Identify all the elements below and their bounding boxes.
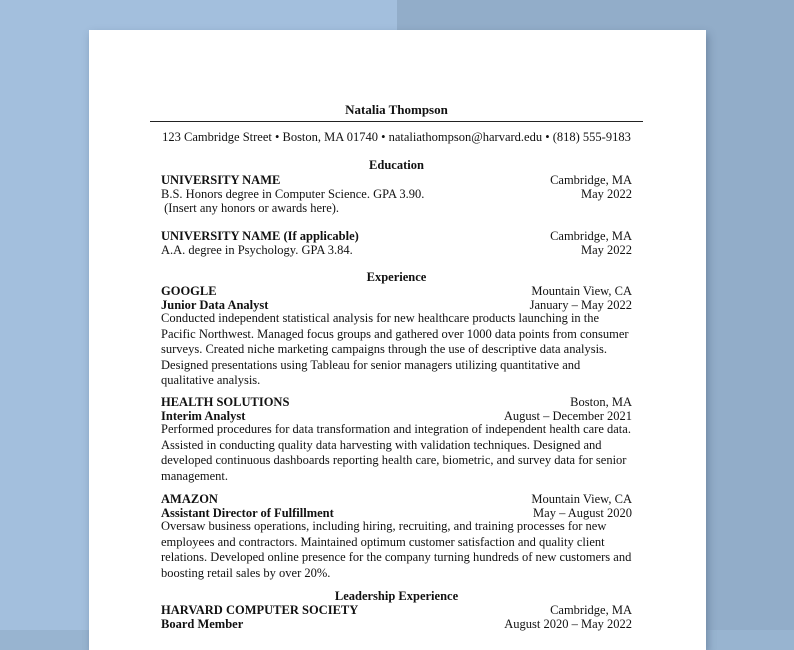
job-1-dates: January – May 2022 [529, 298, 632, 312]
job-3-title: Assistant Director of Fulfillment [161, 506, 334, 520]
school-1-note-row [161, 201, 632, 215]
job-3-company: AMAZON [161, 492, 218, 506]
job-3-dates: May – August 2020 [533, 506, 632, 520]
school-1-degree-row [161, 187, 632, 201]
job-1-title: Junior Data Analyst [161, 298, 269, 312]
school-2-header [161, 229, 632, 243]
job-2-header [161, 395, 632, 409]
school-1-location: Cambridge, MA [550, 173, 632, 187]
resume-name: Natalia Thompson [345, 102, 448, 117]
leadership-1-header [161, 603, 632, 617]
leadership-1-org: HARVARD COMPUTER SOCIETY [161, 603, 359, 617]
contact-line: 123 Cambridge Street • Boston, MA 01740 • nataliathompson@harvard.edu • (818) 555-9183 [162, 130, 631, 144]
school-2-degree: A.A. degree in Psychology. GPA 3.84. [161, 243, 353, 257]
job-1-description: Conducted independent statistical analysis for new healthcare products launching in the Pacific Northwest. Managed focus groups and gathered over 1000 data points from consumer surveys. Created niche marketing campaigns through the use of descriptive data analysis. Designed presentations using Tableau for senior managers utilizing quantitative and qualitative analysis. [161, 311, 629, 387]
school-1-header [161, 173, 632, 187]
job-2-dates: August – December 2021 [503, 409, 632, 423]
job-2-company: HEALTH SOLUTIONS [161, 395, 290, 409]
job-3-location: Mountain View, CA [531, 492, 632, 506]
job-2-title: Interim Analyst [161, 409, 246, 423]
job-1-location: Mountain View, CA [531, 284, 632, 298]
leadership-1-location: Cambridge, MA [550, 603, 632, 617]
job-1-title-row [161, 298, 632, 312]
leadership-1-role-row [161, 617, 632, 631]
school-2-date: May 2022 [580, 243, 632, 257]
school-2-name: UNIVERSITY NAME (If applicable) [161, 229, 359, 243]
school-2-degree-row [161, 243, 632, 257]
school-1-note: (Insert any honors or awards here). [161, 201, 340, 215]
job-2-description: Performed procedures for data transformation and integration of independent health care data. Assisted in conducting quality data harvesting with validation techniques. Designed and developed continuous dashboards reporting health care, biometric, and survey data for senior management. [161, 422, 631, 483]
job-2-location: Boston, MA [570, 395, 632, 409]
job-3-description: Oversaw business operations, including hiring, recruiting, and training processes for new employees and contractors. Maintained optimum customer satisfaction and quality client relations. Developed online presence for the company turning hundreds of new customers and boosting retail sales by over 20%. [161, 519, 632, 580]
job-3-title-row [161, 506, 632, 520]
education-heading: Education [369, 158, 424, 172]
school-1-degree: B.S. Honors degree in Computer Science. GPA 3.90. [161, 187, 425, 201]
experience-heading: Experience [366, 270, 427, 284]
school-1-name: UNIVERSITY NAME [161, 173, 281, 187]
leadership-heading: Leadership Experience [334, 589, 459, 603]
leadership-1-role: Board Member [161, 617, 244, 631]
leadership-1-dates: August 2020 – May 2022 [504, 617, 632, 631]
job-3-header [161, 492, 632, 506]
header-divider [150, 121, 643, 122]
resume-page [89, 30, 706, 650]
school-2-location: Cambridge, MA [550, 229, 632, 243]
school-1-date: May 2022 [580, 187, 632, 201]
job-2-title-row [161, 409, 632, 423]
job-1-company: GOOGLE [161, 284, 217, 298]
job-1-header [161, 284, 632, 298]
